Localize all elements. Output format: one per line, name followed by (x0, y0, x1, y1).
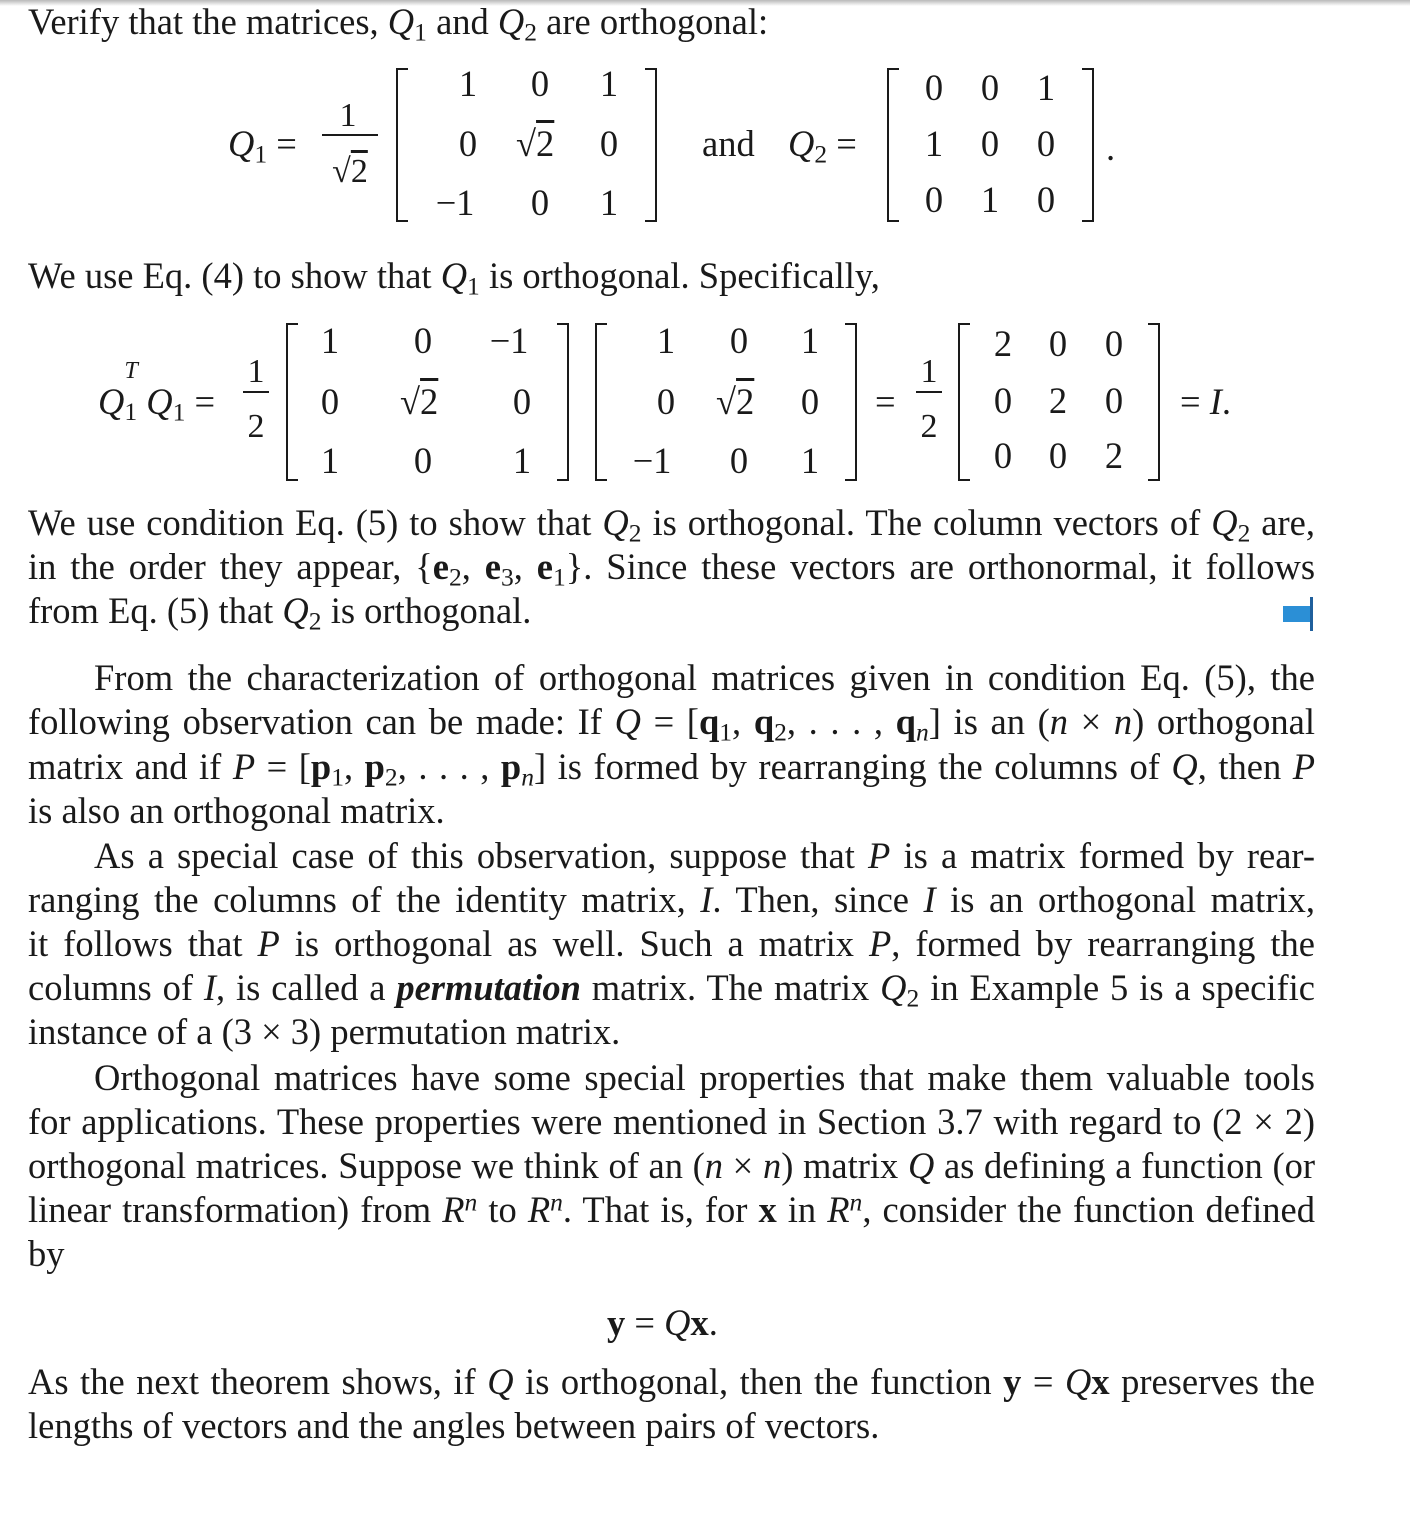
body-line: columns of I, is called a permutation matrix. The matrix $Q_2$ in Example 5 is a specific (28, 967, 1315, 1013)
body-line: From the characterization of orthogonal matrices given in condition Eq. (5), the (94, 657, 1315, 698)
body-line: As a special case of this observation, suppose that P is a matrix formed by rear- (94, 835, 1315, 876)
body-line: from Eq. (5) that $Q_2$ is orthogonal. (28, 590, 532, 636)
q2-left-bracket (887, 68, 899, 222)
q1-cell: 1 (599, 182, 619, 223)
body-line: We use condition Eq. (5) to show that $Q_2$ is orthogonal. The column vectors of $Q_2$ are, (28, 502, 1315, 548)
half-bar-2 (916, 391, 942, 393)
result-identity: = I. (1180, 381, 1231, 422)
q2-cell: 0 (924, 67, 944, 108)
matrix-c-cell: 0 (1104, 380, 1124, 421)
q2-cell: 0 (980, 123, 1000, 164)
q1-cell: 1 (458, 63, 478, 104)
matrix-c-cell: 0 (1048, 323, 1068, 364)
matrix-b-cell: 0 (729, 320, 749, 361)
matrix-a-cell-sqrt2: √2 (400, 381, 439, 422)
q2-right-bracket (1082, 68, 1094, 222)
body-line: We use Eq. (4) to show that $Q_1$ is orthogonal. Specifically, (28, 255, 880, 301)
matrix-c-cell: 0 (993, 435, 1013, 476)
body-line: is also an orthogonal matrix. (28, 790, 445, 831)
matrix-b-cell: 0 (729, 440, 749, 481)
q1-cell: −1 (435, 182, 475, 223)
q2-cell: 0 (980, 67, 1000, 108)
matrix-c-cell: 0 (1104, 323, 1124, 364)
matrix-a-cell: 1 (320, 440, 340, 481)
end-of-example-marker-bar (1310, 597, 1313, 631)
matrix-a-right-bracket (557, 323, 569, 481)
matrix-c-left-bracket (958, 323, 970, 481)
q1t-q1-label: Q $_{T 1}$ $Q_1$ = (98, 357, 216, 427)
body-line: in the order they appear, {$e_2$, $e_3$, $e_1$}. Since these vectors are orthonormal, it follows (28, 546, 1316, 592)
q2-cell: 0 (1036, 179, 1056, 220)
intro-line: Verify that the matrices, $Q_1$ and $Q_2$ are orthogonal: (28, 1, 769, 47)
q2-label: $Q_2$ = (788, 123, 857, 169)
matrix-a-cell: 0 (512, 381, 532, 422)
matrix-b-cell: −1 (632, 440, 672, 481)
q2-cell: 1 (980, 179, 1000, 220)
matrix-c-cell: 2 (993, 323, 1013, 364)
matrix-c-cell: 0 (993, 380, 1013, 421)
equals-sign: = (875, 381, 896, 422)
matrix-b-right-bracket (845, 323, 857, 481)
body-line: for applications. These properties were mentioned in Section 3.7 with regard to (2 × 2) (28, 1101, 1315, 1142)
matrix-b-cell: 1 (800, 440, 820, 481)
q1-cell-sqrt2: √2 (516, 123, 555, 164)
end-of-example-marker (1283, 606, 1313, 622)
matrix-a-cell: 0 (413, 440, 433, 481)
body-line: linear transformation) from $R^n$ to $R^n$. That is, for x in $R^n$, consider the function defined (28, 1187, 1315, 1230)
q1-cell: 0 (530, 63, 550, 104)
body-line: matrix and if $P = [p_1$, $p_2$, . . . , $p_n$] is formed by rearranging the columns of Q, then P (28, 746, 1316, 792)
q1-scale-numerator: 1 (339, 97, 357, 134)
q1-scale-bar (322, 134, 378, 136)
matrix-b-cell: 0 (656, 381, 676, 422)
q1-right-bracket (645, 68, 657, 222)
matrix-b-cell: 1 (656, 320, 676, 361)
body-line: instance of a (3 × 3) permutation matrix. (28, 1011, 621, 1052)
body-line: orthogonal matrices. Suppose we think of an (n × n) matrix Q as defining a function (or (28, 1145, 1316, 1186)
q2-cell: 1 (924, 123, 944, 164)
body-line: following observation can be made: If $Q = [q_1$, $q_2$, . . . , $q_n$] is an (n × n) orthogonal (28, 701, 1316, 747)
half-bar (243, 391, 269, 393)
matrix-a-cell: 1 (512, 440, 532, 481)
matrix-a-left-bracket (286, 323, 298, 481)
matrix-a-cell: 1 (320, 320, 340, 361)
equation-period: . (1106, 127, 1116, 168)
q1-label: $Q_1$ = (228, 123, 297, 169)
matrix-c-cell: 2 (1048, 380, 1068, 421)
half-denominator-2: 2 (920, 408, 938, 445)
body-line: lengths of vectors and the angles between pairs of vectors. (28, 1405, 880, 1446)
and-label: and (702, 123, 755, 164)
matrix-a-cell: 0 (320, 381, 340, 422)
body-line: by (28, 1233, 65, 1274)
term-permutation: permutation (396, 967, 581, 1008)
body-line: As the next theorem shows, if Q is orthogonal, then the function y = Qx preserves the (28, 1361, 1315, 1402)
matrix-b-left-bracket (595, 323, 607, 481)
q2-cell: 0 (1036, 123, 1056, 164)
q1-cell: 0 (530, 182, 550, 223)
matrix-b-cell: 1 (800, 320, 820, 361)
matrix-c-right-bracket (1148, 323, 1160, 481)
q2-cell: 1 (1036, 67, 1056, 108)
half-denominator: 2 (247, 408, 265, 445)
q1-cell: 0 (458, 123, 478, 164)
matrix-a-cell: 0 (413, 320, 433, 361)
q1-cell: 1 (599, 63, 619, 104)
body-line: it follows that P is orthogonal as well. Such a matrix P, formed by rearranging the (28, 923, 1315, 964)
display-equation-y-qx: y = Qx. (607, 1302, 718, 1343)
half-numerator: 1 (247, 353, 265, 390)
q1-cell: 0 (599, 123, 619, 164)
matrix-c-cell: 0 (1048, 435, 1068, 476)
q1-left-bracket (396, 68, 408, 222)
body-line: Orthogonal matrices have some special properties that make them valuable tools (94, 1057, 1315, 1098)
matrix-b-cell: 0 (800, 381, 820, 422)
q2-cell: 0 (924, 179, 944, 220)
matrix-c-cell: 2 (1104, 435, 1124, 476)
body-line: ranging the columns of the identity matrix, I. Then, since I is an orthogonal matrix, (28, 879, 1315, 920)
matrix-b-cell-sqrt2: √2 (716, 381, 755, 422)
q1-scale-denominator: √2 (332, 153, 368, 190)
half-numerator-2: 1 (920, 353, 938, 390)
matrix-a-cell: −1 (489, 320, 529, 361)
